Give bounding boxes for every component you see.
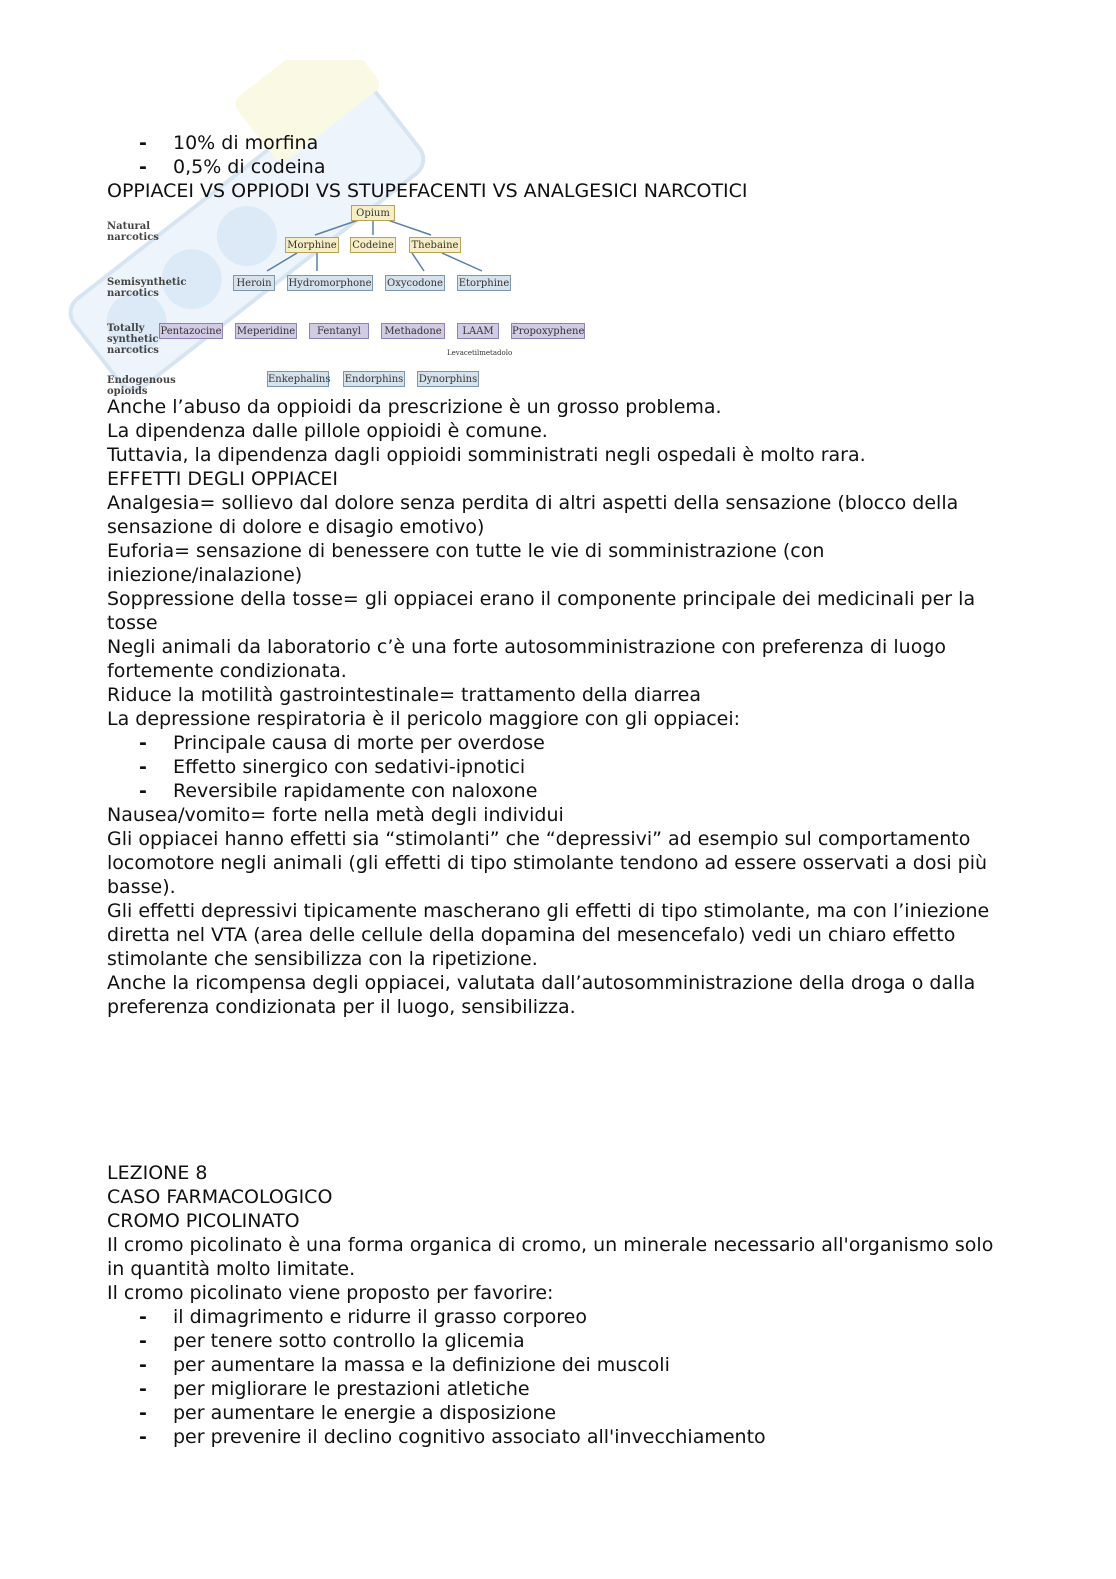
box-endogenous: Endorphins [343, 371, 405, 387]
section-heading: EFFETTI DEGLI OPPIACEI [107, 468, 338, 490]
paragraph: La depressione respiratoria è il pericolo maggiore con gli oppiacei: [107, 708, 741, 730]
lesson-topic: CROMO PICOLINATO [107, 1210, 300, 1232]
document-page [107, 131, 1007, 1449]
opioid-text-block [107, 395, 1007, 731]
paragraph: Il cromo picolinato viene proposto per favorire: [107, 1282, 554, 1304]
box-semisynthetic: Etorphine [457, 275, 511, 291]
spacer [107, 1019, 1007, 1161]
box-synthetic: Meperidine [235, 323, 297, 339]
box-synthetic: Methadone [381, 323, 445, 339]
paragraph: Tuttavia, la dipendenza dagli oppioidi somministrati negli ospedali è molto rara. [107, 444, 866, 466]
list-item: - Principale causa di morte per overdose [107, 731, 1007, 755]
paragraph: Euforia= sensazione di benessere con tutte le vie di somministrazione (con iniezione/inalazione) [107, 540, 825, 586]
box-natural: Morphine [285, 237, 339, 253]
row-label-synthetic: Totally synthetic narcotics [107, 323, 159, 356]
box-synthetic: Propoxyphene [511, 323, 585, 339]
box-semisynthetic: Heroin [233, 275, 275, 291]
box-opium: Opium [351, 205, 395, 221]
list-item: - Reversibile rapidamente con naloxone [107, 779, 1007, 803]
lesson-subtitle: CASO FARMACOLOGICO [107, 1186, 333, 1208]
box-natural: Codeine [350, 237, 396, 253]
intro-bullet-list [107, 131, 1007, 179]
box-synthetic: Pentazocine [159, 323, 223, 339]
list-item: - per tenere sotto controllo la glicemia [107, 1329, 1007, 1353]
paragraph: Analgesia= sollievo dal dolore senza perdita di altri aspetti della sensazione (blocco della sensazione di dolore e disagio emotivo) [107, 492, 959, 538]
lesson-section [107, 1161, 1007, 1449]
box-endogenous: Enkephalins [267, 371, 329, 387]
list-item: - 10% di morfina [107, 131, 1007, 155]
list-item: - per aumentare le energie a disposizione [107, 1401, 1007, 1425]
lesson-bullet-list [107, 1305, 1007, 1449]
paragraph: Negli animali da laboratorio c’è una forte autosomministrazione con preferenza di luogo fortemente condizionata. [107, 636, 947, 682]
list-item: - il dimagrimento e ridurre il grasso corporeo [107, 1305, 1007, 1329]
list-item: - per prevenire il declino cognitivo associato all'invecchiamento [107, 1425, 1007, 1449]
paragraph: Il cromo picolinato è una forma organica di cromo, un minerale necessario all'organismo solo in quantità molto limitate. [107, 1234, 994, 1280]
laam-note: Levacetilmetadolo [447, 349, 513, 357]
paragraph: Nausea/vomito= forte nella metà degli individui [107, 804, 564, 826]
box-synthetic: LAAM [457, 323, 499, 339]
paragraph: Anche l’abuso da oppioidi da prescrizione è un grosso problema. [107, 396, 722, 418]
list-item: - per migliorare le prestazioni atletiche [107, 1377, 1007, 1401]
box-semisynthetic: Hydromorphone [287, 275, 373, 291]
section-heading: OPPIACEI VS OPPIODI VS STUPEFACENTI VS ANALGESICI NARCOTICI [107, 180, 748, 202]
respiratory-bullet-list [107, 731, 1007, 803]
row-label-endogenous: Endogenous opioids [107, 375, 176, 397]
row-label-natural: Natural narcotics [107, 221, 159, 243]
list-item: - 0,5% di codeina [107, 155, 1007, 179]
opioid-classification-diagram [107, 205, 597, 395]
paragraph: Riduce la motilità gastrointestinale= trattamento della diarrea [107, 684, 702, 706]
paragraph: Gli oppiacei hanno effetti sia “stimolanti” che “depressivi” ad esempio sul comportamento locomotore negli animali (gli effetti di tipo stimolante tendono ad essere osservati a dosi più basse). [107, 828, 988, 898]
lesson-title: LEZIONE 8 [107, 1162, 208, 1184]
box-semisynthetic: Oxycodone [385, 275, 445, 291]
list-item: - Effetto sinergico con sedativi-ipnotici [107, 755, 1007, 779]
paragraph: Soppressione della tosse= gli oppiacei erano il componente principale dei medicinali per la tosse [107, 588, 976, 634]
effects-text-block [107, 803, 1007, 1019]
paragraph: Anche la ricompensa degli oppiacei, valutata dall’autosomministrazione della droga o dalla preferenza condizionata per il luogo, sensibilizza. [107, 972, 976, 1018]
row-label-semisynthetic: Semisynthetic narcotics [107, 277, 187, 299]
list-item: - per aumentare la massa e la definizione dei muscoli [107, 1353, 1007, 1377]
box-endogenous: Dynorphins [417, 371, 479, 387]
box-natural: Thebaine [409, 237, 461, 253]
box-synthetic: Fentanyl [309, 323, 369, 339]
paragraph: La dipendenza dalle pillole oppioidi è comune. [107, 420, 548, 442]
paragraph: Gli effetti depressivi tipicamente mascherano gli effetti di tipo stimolante, ma con l’iniezione diretta nel VTA (area delle cellule della dopamina del mesencefalo) vedi un chiaro effetto stimolante che sensibilizza con la ripetizione. [107, 900, 990, 970]
